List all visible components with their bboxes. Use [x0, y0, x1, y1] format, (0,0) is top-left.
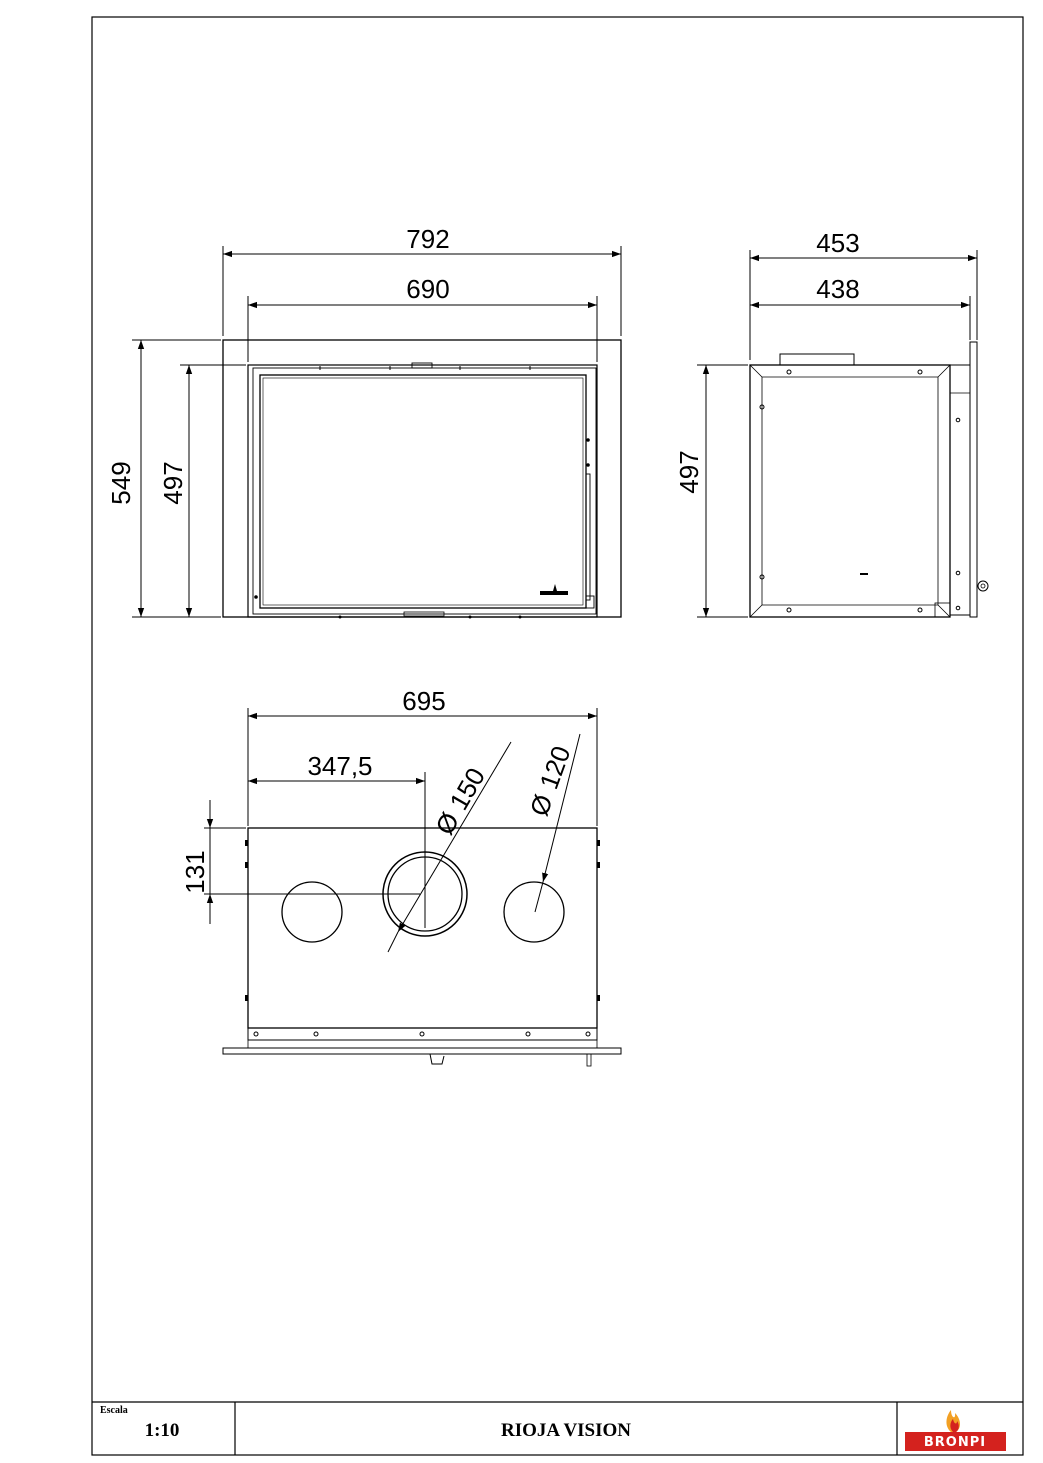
side-rear-frame: [950, 365, 970, 615]
dim-label-120: 120: [533, 742, 577, 794]
scale-value: 1:10: [144, 1420, 180, 1441]
front-glass-inner: [263, 378, 583, 605]
front-glass: [260, 375, 586, 608]
dim-label-131: 131: [180, 850, 210, 894]
front-view: [106, 224, 621, 619]
dim-label-347-5: 347,5: [307, 751, 373, 781]
side-collar: [780, 354, 854, 365]
side-body: [750, 365, 950, 617]
title-block: [92, 1402, 1023, 1455]
top-handle: [430, 1054, 444, 1064]
dim-label-497-front: 497: [158, 461, 188, 505]
top-body: [248, 828, 597, 1028]
dim-label-150: 150: [443, 762, 492, 816]
dim-label-690: 690: [406, 274, 450, 304]
scale-label: Escala: [100, 1405, 128, 1416]
front-body: [248, 365, 597, 617]
dim-label-497-side: 497: [674, 450, 704, 494]
dim-label-695: 695: [402, 686, 446, 716]
flue-hole-left: [282, 882, 342, 942]
front-door: [253, 368, 596, 614]
flue-hole-right: [504, 882, 564, 942]
dim-symbol-120: Ø: [523, 790, 559, 820]
brand-logo: [905, 1410, 1006, 1451]
dim-label-792: 792: [406, 224, 450, 254]
brand-name: BRONPI: [923, 1435, 987, 1450]
model-name: RIOJA VISION: [500, 1420, 632, 1441]
top-front-strip: [248, 1028, 597, 1040]
side-view: [674, 228, 988, 617]
top-frame-lip: [223, 1048, 621, 1054]
side-rear-knob: [978, 581, 988, 591]
front-frame-outer: [223, 340, 621, 617]
sheet-border: [92, 17, 1023, 1455]
dim-label-549: 549: [106, 461, 136, 505]
front-brand-mark: [540, 584, 568, 595]
top-view: [180, 686, 621, 1066]
dim-label-438: 438: [816, 274, 860, 304]
dim-label-453: 453: [816, 228, 860, 258]
dim-symbol-150: Ø: [429, 807, 466, 840]
